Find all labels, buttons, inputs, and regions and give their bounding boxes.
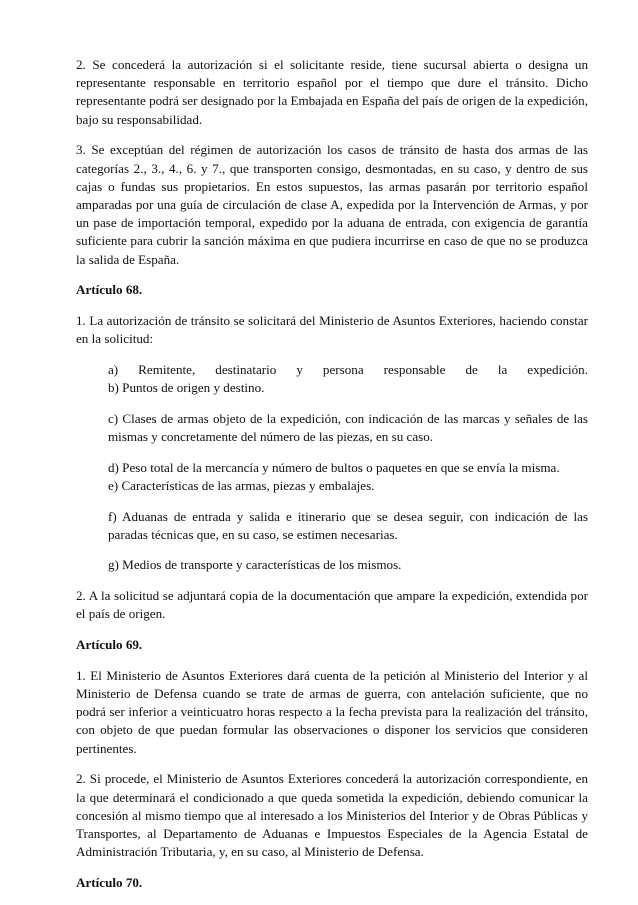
list-item-a: a) Remitente, destinatario y persona responsable de la expedición. [108,361,588,377]
list-item-g: g) Medios de transporte y características de los mismos. [108,557,402,573]
requirements-list [108,361,588,575]
article-69-paragraph-2: 2. Si procede, el Ministerio de Asuntos Exteriores concederá la autorización correspondiente, en la que determinará el condicionado a que queda sometida la expedición, debiendo comunicar la concesión al mismo tiempo que al interesado a los Ministerios del Interior y de Obras Públicas y Transportes, al Departamento de Aduanas e Impuestos Especiales de la Agencia Estatal de Administración Tributaria, y, en su caso, al Ministerio de Defensa. [76,771,588,860]
article-70-heading: Artículo 70. [76,874,143,890]
paragraph-2: 2. Se concederá la autorización si el solicitante reside, tiene sucursal abierta o designa un representante responsable en territorio español por el tiempo que dure el tránsito. Dicho representante podrá ser designado por la Embajada en España del país de origen de la expedición, bajo su responsabilidad. [76,57,588,127]
article-68-paragraph-1: 1. La autorización de tránsito se solicitará del Ministerio de Asuntos Exteriores, haciendo constar en la solicitud: [76,312,588,347]
list-item-e: e) Características de las armas, piezas y embalajes. [108,477,375,493]
article-69-paragraph-1: 1. El Ministerio de Asuntos Exteriores dará cuenta de la petición al Ministerio del Interior y al Ministerio de Defensa cuando se trate de armas de guerra, con antelación suficiente, que no podrá ser inferior a veinticuatro horas respecto a la fecha prevista para la realización del tránsito, con objeto de que puedan formular las observaciones o disponer los servicios que consideren pertinentes. [76,667,588,756]
list-item-c: c) Clases de armas objeto de la expedición, con indicación de las marcas y señales de las mismas y concretamente del número de las piezas, en su caso. [108,410,588,444]
list-item-b: b) Puntos de origen y destino. [108,380,265,396]
article-68-heading: Artículo 68. [76,282,143,298]
list-item-d: d) Peso total de la mercancía y número de bultos o paquetes en que se envía la misma. [108,459,560,475]
list-item-f: f) Aduanas de entrada y salida e itinerario que se desea seguir, con indicación de las paradas técnicas que, en su caso, se estimen necesarias. [108,508,588,542]
paragraph-3: 3. Se exceptúan del régimen de autorización los casos de tránsito de hasta dos armas de las categorías 2., 3., 4., 6. y 7., que transporten consigo, desmontadas, en su caso, y dentro de sus cajas o fundas sus propietarios. En estos supuestos, las armas pasarán por territorio español amparadas por una guía de circulación de clase A, expedida por la Intervención de Armas, y por un pase de importación temporal, expedido por la aduana de entrada, con exigencia de garantía suficiente para cubrir la sanción máxima en que pudiera incurrirse en caso de que no se produzca la salida de España. [76,142,588,267]
document-page [76,56,588,905]
article-68-paragraph-2: 2. A la solicitud se adjuntará copia de la documentación que ampare la expedición, extendida por el país de origen. [76,588,588,622]
article-69-heading: Artículo 69. [76,637,143,653]
